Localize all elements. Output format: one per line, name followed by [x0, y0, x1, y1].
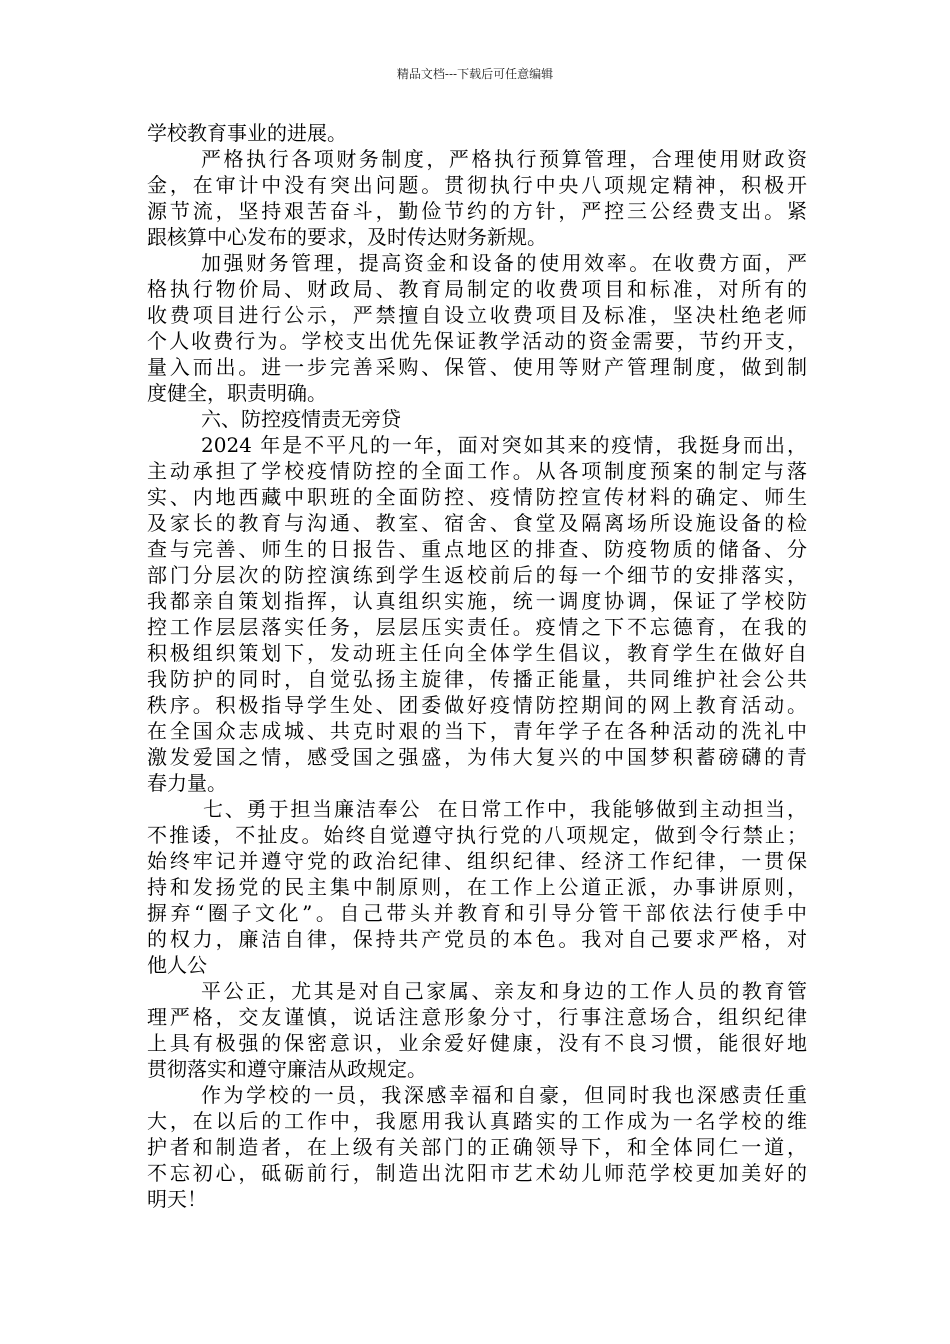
paragraph [147, 146, 807, 250]
text-line: 量入而出。进一步完善采购、保管、使用等财产管理制度，做到制 [147, 355, 807, 379]
text-line: 度健全，职责明确。 [147, 381, 327, 405]
text-line: 六、防控疫情责无旁贷 [201, 407, 401, 431]
text-line: 秩序。积极指导学生处、团委做好疫情防控期间的网上教育活动。 [147, 693, 807, 717]
text-line: 始终牢记并遵守党的政治纪律、组织纪律、经济工作纪律，一贯保 [147, 849, 807, 873]
page-header: 精品文档---下载后可任意编辑 [396, 67, 554, 81]
text-line: 源节流，坚持艰苦奋斗，勤俭节约的方针，严控三公经费支出。紧 [147, 199, 807, 223]
text-line: 春力量。 [147, 771, 227, 795]
text-line: 严格执行各项财务制度，严格执行预算管理，合理使用财政资 [201, 147, 807, 171]
paragraph [147, 796, 807, 978]
paragraph [147, 1082, 807, 1212]
text-line: 部门分层次的防控演练到学生返校前后的每一个细节的安排落实， [147, 563, 807, 587]
text-line: 学校教育事业的进展。 [147, 121, 347, 145]
text-line: 加强财务管理，提高资金和设备的使用效率。在收费方面，严 [201, 251, 807, 275]
text-line: 控工作层层落实任务，层层压实责任。疫情之下不忘德育，在我的 [147, 615, 807, 639]
text-line: 理严格，交友谨慎，说话注意形象分寸，行事注意场合，组织纪律 [147, 1005, 807, 1029]
text-line: 我都亲自策划指挥，认真组织实施，统一调度协调，保证了学校防 [147, 589, 807, 613]
text-line: 持和发扬党的民主集中制原则，在工作上公道正派，办事讲原则， [147, 875, 807, 899]
text-line: 大，在以后的工作中，我愿用我认真踏实的工作成为一名学校的维 [147, 1109, 807, 1133]
paragraph [147, 120, 807, 146]
text-line: 金，在审计中没有突出问题。贯彻执行中央八项规定精神，积极开 [147, 173, 807, 197]
text-line: 七、勇于担当廉洁奉公 在日常工作中，我能够做到主动担当， [203, 797, 807, 821]
text-line: 积极组织策划下，发动班主任向全体学生倡议，教育学生在做好自 [147, 641, 807, 665]
text-line: 摒弃“圈子文化”。自己带头并教育和引导分管干部依法行使手中 [147, 901, 807, 925]
text-line: 不忘初心，砥砺前行，制造出沈阳市艺术幼儿师范学校更加美好的 [147, 1161, 807, 1185]
text-line: 及家长的教育与沟通、教室、宿舍、食堂及隔离场所设施设备的检 [147, 511, 807, 535]
text-line: 个人收费行为。学校支出优先保证教学活动的资金需要，节约开支， [147, 329, 807, 353]
text-line: 他人公 [147, 953, 207, 977]
text-line: 在全国众志成城、共克时艰的当下，青年学子在各种活动的洗礼中 [147, 719, 807, 743]
text-line: 贯彻落实和遵守廉洁从政规定。 [147, 1057, 427, 1081]
text-line: 实、内地西藏中职班的全面防控、疫情防控宣传材料的确定、师生 [147, 485, 807, 509]
text-line: 激发爱国之情，感受国之强盛，为伟大复兴的中国梦积蓄磅礴的青 [147, 745, 807, 769]
text-line: 上具有极强的保密意识，业余爱好健康，没有不良习惯，能很好地 [147, 1031, 807, 1055]
text-line: 我防护的同时，自觉弘扬主旋律，传播正能量，共同维护社会公共 [147, 667, 807, 691]
text-line: 作为学校的一员，我深感幸福和自豪，但同时我也深感责任重 [201, 1083, 807, 1107]
text-line: 平公正，尤其是对自己家属、亲友和身边的工作人员的教育管 [201, 979, 807, 1003]
text-line: 收费项目进行公示，严禁擅自设立收费项目及标准，坚决杜绝老师 [147, 303, 807, 327]
text-line: 格执行物价局、财政局、教育局制定的收费项目和标准，对所有的 [147, 277, 807, 301]
text-line: 不推诿，不扯皮。始终自觉遵守执行党的八项规定，做到令行禁止； [147, 823, 807, 847]
text-line: 跟核算中心发布的要求，及时传达财务新规。 [147, 225, 547, 249]
document-body [147, 120, 807, 1212]
text-line: 2024 年是不平凡的一年，面对突如其来的疫情，我挺身而出， [201, 433, 807, 457]
text-line: 护者和制造者，在上级有关部门的正确领导下，和全体同仁一道， [147, 1135, 807, 1159]
text-line: 主动承担了学校疫情防控的全面工作。从各项制度预案的制定与落 [147, 459, 807, 483]
paragraph [147, 250, 807, 406]
text-line: 查与完善、师生的日报告、重点地区的排查、防疫物质的储备、分 [147, 537, 807, 561]
section-heading [147, 406, 807, 432]
text-line: 的权力，廉洁自律，保持共产党员的本色。我对自己要求严格，对 [147, 927, 807, 951]
text-line: 明天！ [147, 1187, 207, 1211]
paragraph [147, 432, 807, 796]
paragraph [147, 978, 807, 1082]
